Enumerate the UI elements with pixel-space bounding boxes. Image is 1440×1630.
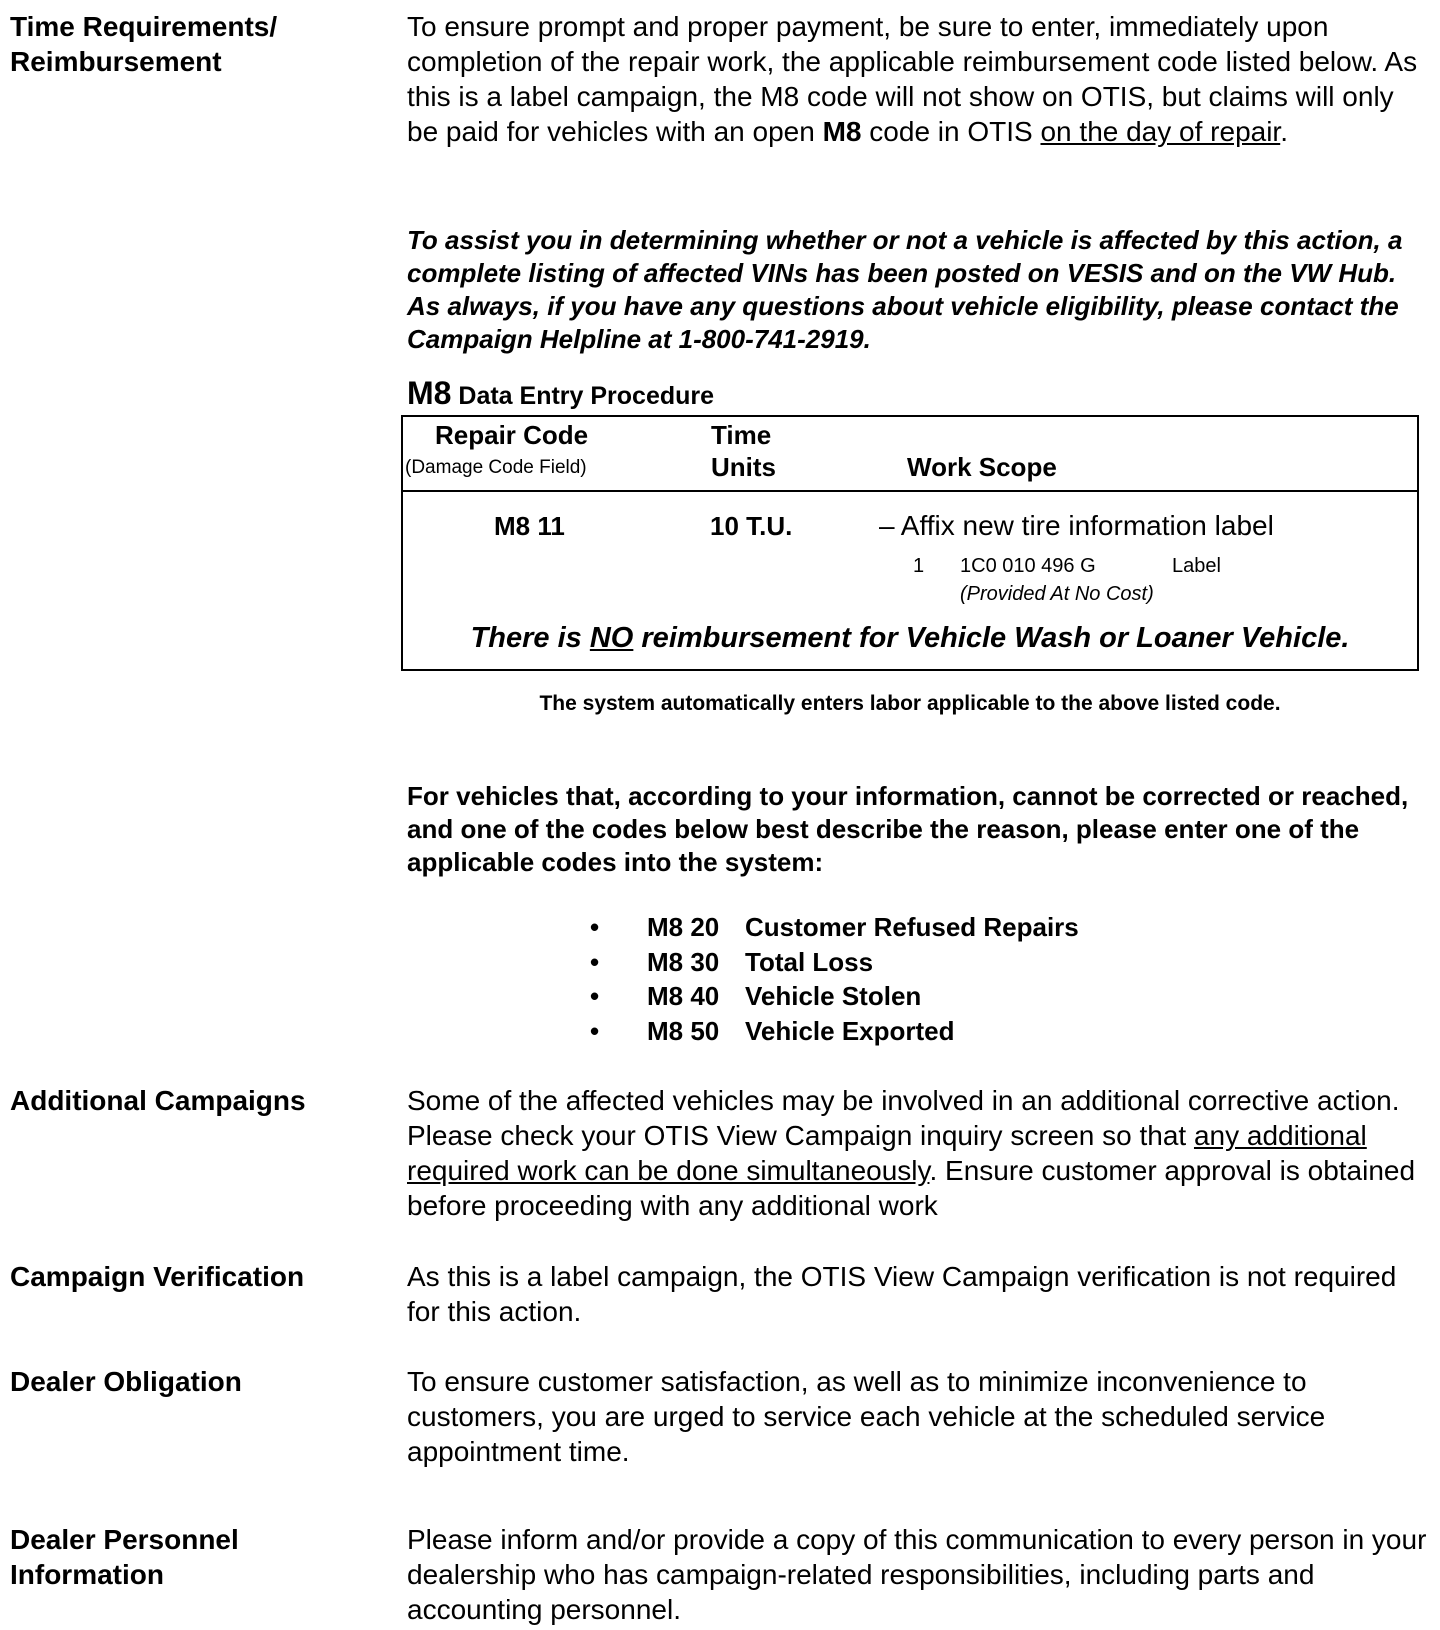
list-item: • M8 20 Customer Refused Repairs	[590, 910, 1079, 945]
bullet-icon: •	[590, 912, 600, 942]
section-label-campaign-verification: Campaign Verification	[10, 1261, 305, 1292]
uncorrectable-vehicles-intro: For vehicles that, according to your information, cannot be corrected or reached, and one of the codes below best describe the reason, please enter one of the applicable codes into the system:	[407, 781, 1409, 877]
additional-campaigns-paragraph: Some of the affected vehicles may be involved in an additional corrective action. Please check your OTIS View Campaign inquiry screen so that any additional required work can be done simultaneously. Ensure customer approval is obtained before proceeding with any additional work	[407, 1085, 1416, 1221]
repair-code-cell: M8 11	[494, 511, 565, 541]
section-label-dealer-obligation: Dealer Obligation	[10, 1366, 242, 1397]
header-damage-code-field: (Damage Code Field)	[405, 457, 587, 478]
list-item: • M8 30 Total Loss	[590, 945, 1079, 980]
part-description: Label	[1172, 555, 1221, 577]
vin-listing-note: To assist you in determining whether or not a vehicle is affected by this action, a complete listing of affected VINs has been posted on VESIS and on the VW Hub. As always, if you have any questions about vehicle eligibility, please contact the Campaign Helpline at 1-800-741-2919.	[407, 225, 1403, 354]
uncorrectable-codes-list	[590, 910, 1079, 1048]
section-label-time-requirements: Time Requirements/ Reimbursement	[10, 11, 278, 77]
section-label-additional-campaigns: Additional Campaigns	[10, 1085, 306, 1116]
part-no-cost-note: (Provided At No Cost)	[960, 583, 1154, 605]
section-label-dealer-personnel: Dealer Personnel Information	[10, 1524, 239, 1590]
header-divider	[403, 490, 1417, 492]
labor-note: The system automatically enters labor applicable to the above listed code.	[539, 692, 1281, 715]
dealer-personnel-paragraph: Please inform and/or provide a copy of this communication to every person in your dealership who has campaign-related responsibilities, including parts and accounting personnel.	[407, 1524, 1427, 1625]
bullet-icon: •	[590, 981, 600, 1011]
bullet-icon: •	[590, 1015, 600, 1046]
time-requirements-paragraph: To ensure prompt and proper payment, be sure to enter, immediately upon completion of the repair work, the applicable reimbursement code listed below. As this is a label campaign, the M8 code will not show on OTIS, but claims will only be paid for vehicles with an open M8 code in OTIS on the day of repair.	[407, 11, 1418, 147]
header-repair-code: Repair Code	[435, 420, 589, 450]
header-units: Units	[711, 452, 776, 482]
header-work-scope: Work Scope	[907, 452, 1057, 482]
dealer-obligation-paragraph: To ensure customer satisfaction, as well as to minimize inconvenience to customers, you are urged to service each vehicle at the scheduled service appointment time.	[407, 1366, 1326, 1467]
header-time: Time	[711, 420, 772, 450]
part-quantity: 1	[913, 555, 925, 577]
no-reimbursement-note: There is NO reimbursement for Vehicle Wash or Loaner Vehicle.	[470, 622, 1350, 654]
time-units-cell: 10 T.U.	[710, 511, 793, 541]
list-item: • M8 50 Vehicle Exported	[590, 1014, 1079, 1049]
work-scope-cell: – Affix new tire information label	[879, 510, 1274, 541]
data-entry-table	[401, 415, 1419, 671]
procedure-title: M8 Data Entry Procedure	[407, 375, 715, 411]
campaign-verification-paragraph: As this is a label campaign, the OTIS View Campaign verification is not required for this action.	[407, 1261, 1397, 1327]
part-number: 1C0 010 496 G	[960, 555, 1096, 577]
list-item: • M8 40 Vehicle Stolen	[590, 979, 1079, 1014]
bullet-icon: •	[590, 946, 600, 977]
